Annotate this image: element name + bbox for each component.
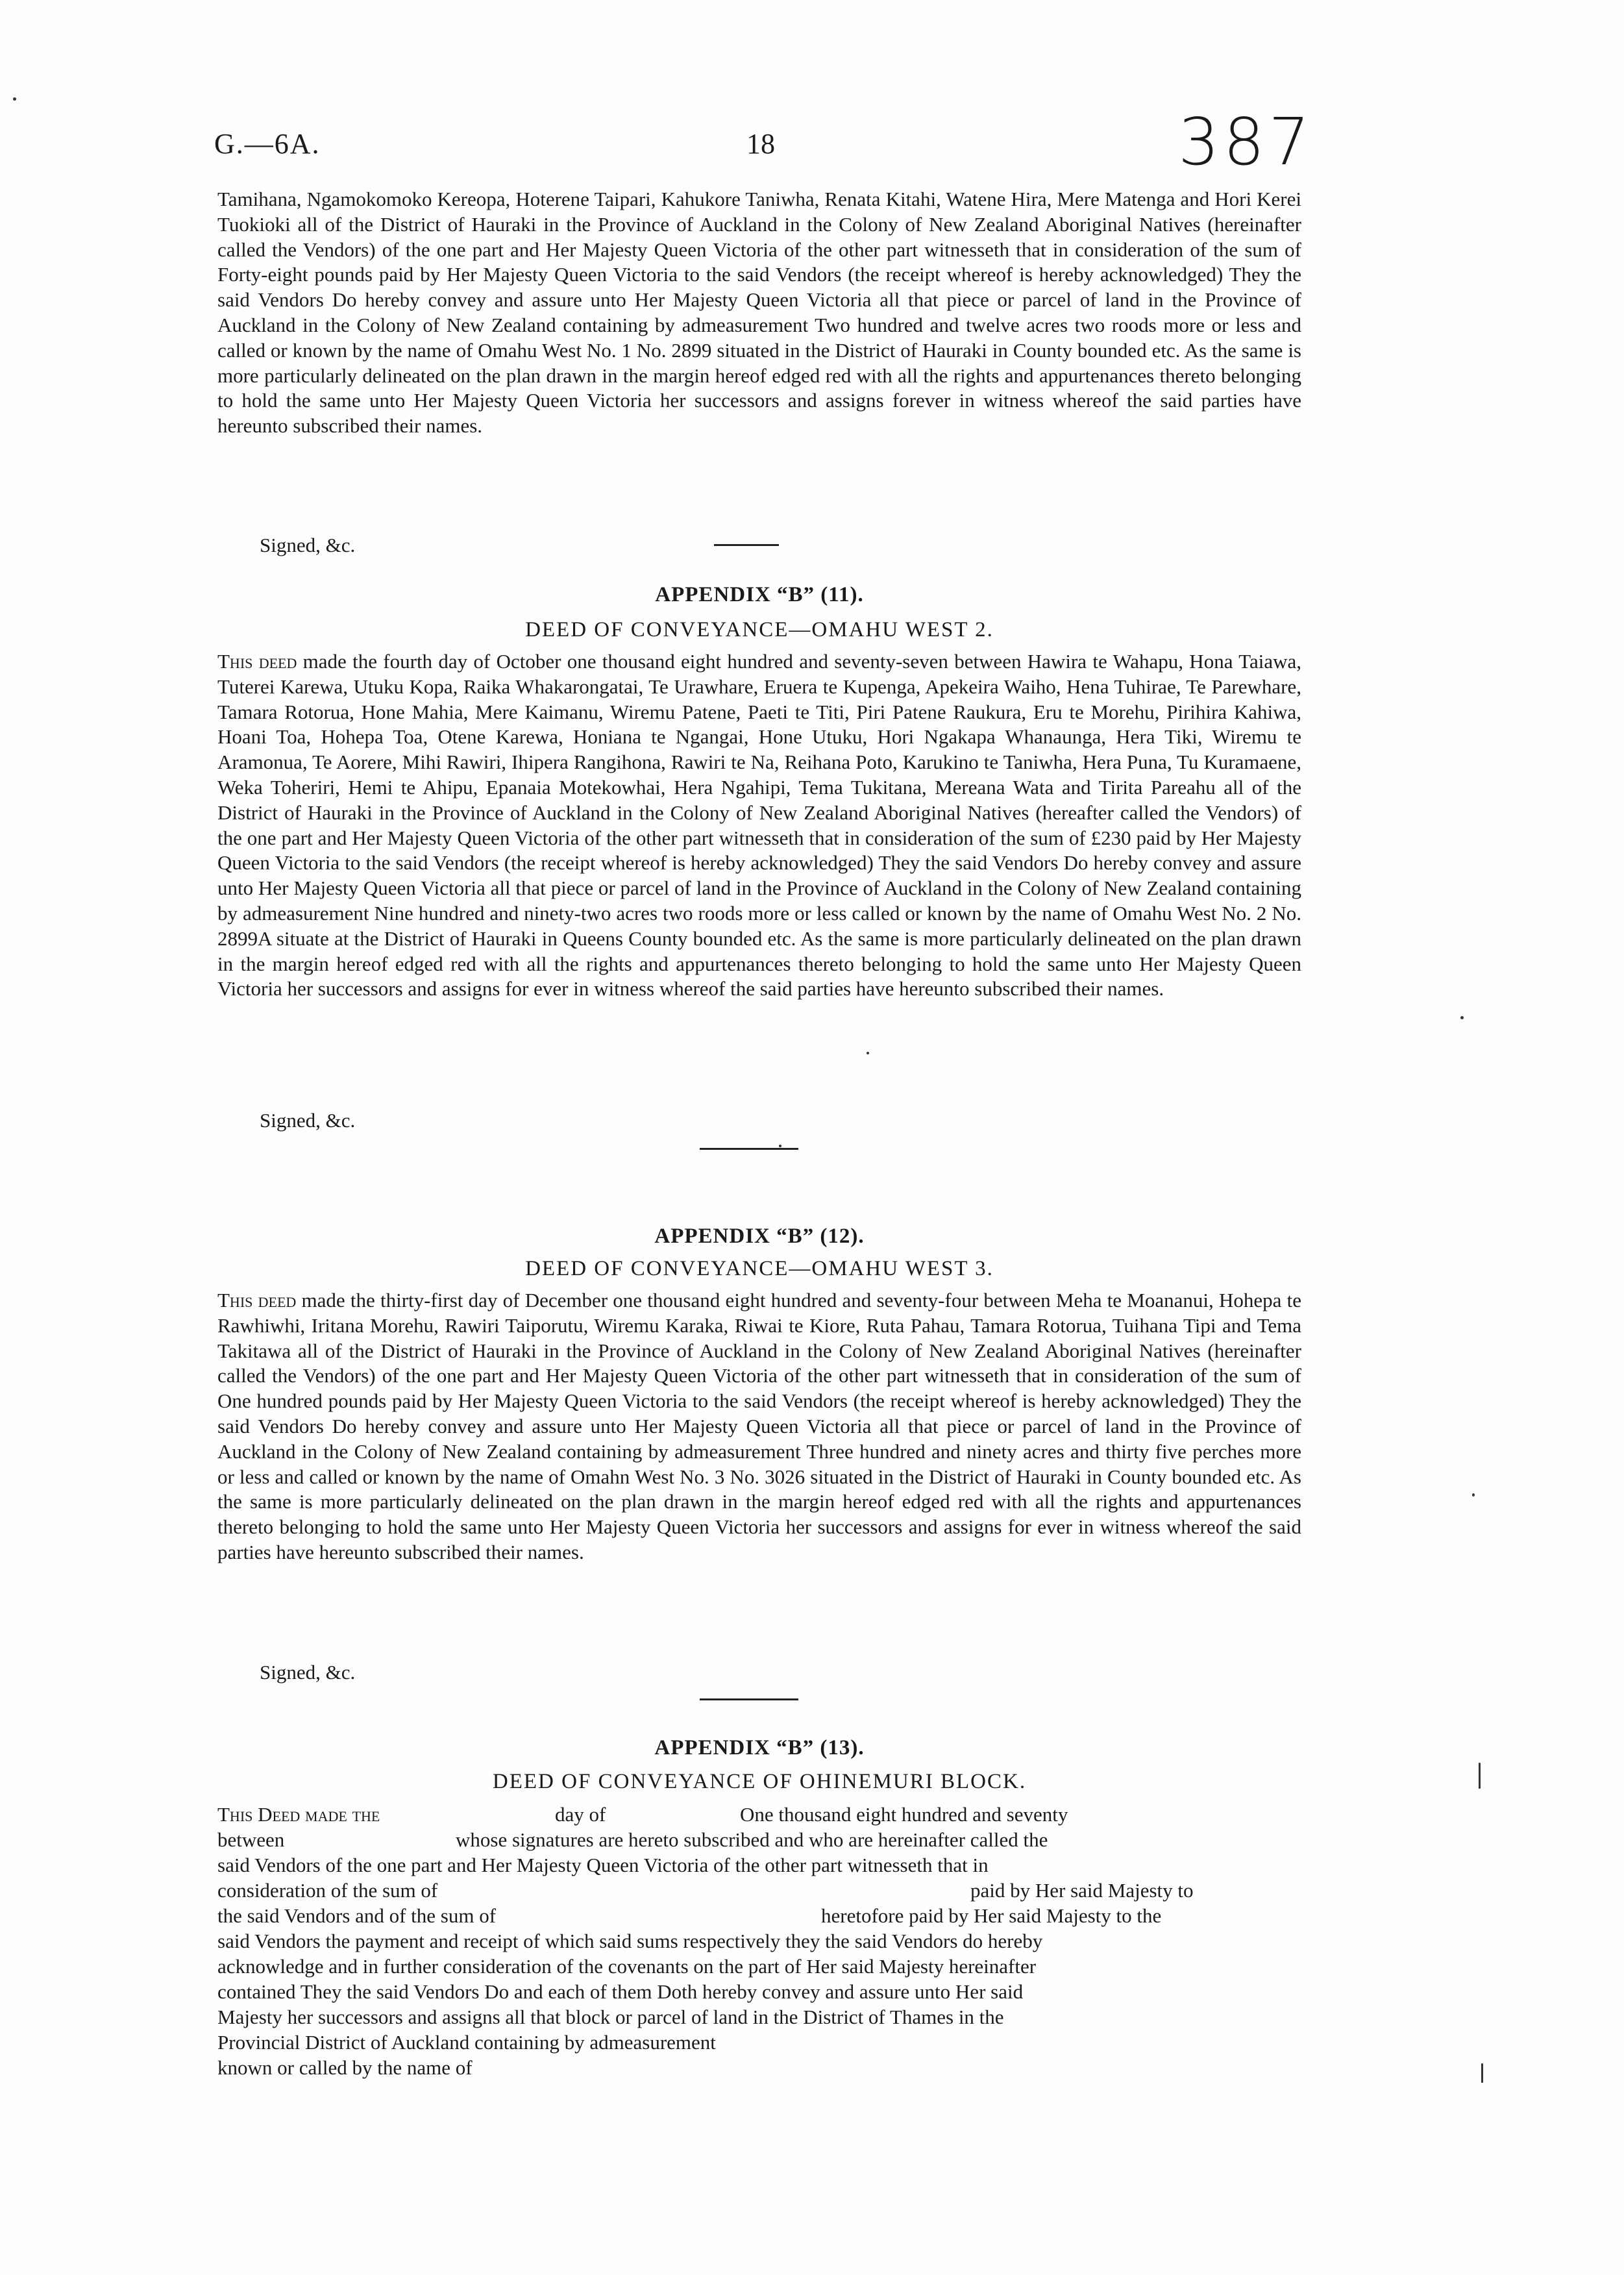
deed-line-text: consideration of the sum of — [217, 1879, 438, 1902]
deed-line-text: known or called by the name of — [217, 2056, 473, 2079]
intro-paragraph: Tamihana, Ngamokomoko Kereopa, Hoterene Taipari, Kahukore Taniwha, Renata Kitahi, Watene Hira, Mere Matenga and Hori Kerei Tuokioki all of the District of Hauraki in the Province of Auckland in the Colony of New Zealand Aboriginal Natives (hereinafter called the Vendors) of the one part and Her Majesty Queen Victoria of the other part witnesseth that in consideration of the sum of Forty-eight pounds paid by Her Majesty Queen Victoria to the said Vendors (the receipt whereof is hereby acknowledged) They the said Vendors Do hereby convey and assure unto Her Majesty Queen Victoria all that piece or parcel of land in the Province of Auckland in the Colony of New Zealand containing by admeasurement Two hundred and twelve acres two roods more or less and called or known by the name of Omahu West No. 1 No. 2899 situated in the District of Hauraki in County bounded etc. As the same is more particularly delineated on the plan drawn in the margin hereof edged red with all the rights and appurtenances thereto belonging to hold the same unto Her Majesty Queen Victoria her successors and assigns forever in witness whereof the said parties have hereunto subscribed their names. — [217, 188, 1301, 438]
scan-speck — [1460, 1016, 1464, 1019]
scan-speck — [13, 97, 16, 101]
page-number-printed: 18 — [746, 128, 775, 160]
deed-line-text: day of — [555, 1803, 606, 1826]
signed-label: Signed, &c. — [260, 1661, 356, 1684]
deed-line-text: This Deed made the — [217, 1803, 380, 1826]
appendix-13-title: DEED OF CONVEYANCE OF OHINEMURI BLOCK. — [492, 1770, 1027, 1793]
appendix-13-heading: APPENDIX “B” (13). — [654, 1736, 865, 1759]
appendix-11-text: made the fourth day of October one thousand eight hundred and seventy-seven between Hawira te Wahapu, Hona Taiawa, Tuterei Karewa, Utuku Kopa, Raika Whakarongatai, Te Urawhare, Eruera te Kupenga, Apekeira Waiho, Hena Tuhirae, Te Parewhare, Tamara Rotorua, Hone Mahia, Mere Kaimanu, Wiremu Patene, Paeti te Titi, Piri Patene Raukura, Eru te Morehu, Pirihira Kahiwa, Hoani Toa, Hohepa Toa, Otene Karewa, Honiana te Ngangai, Hone Utuku, Hori Ngakapa Whanaunga, Hera Tiki, Wiremu te Aramonua, Te Aorere, Mihi Rawiri, Ihipera Rangihona, Rawiri te Na, Reihana Poto, Karukino te Taniwha, Hera Puna, Tu Kuramaene, Weka Toheriri, Hemi te Ahipu, Epanaia Motekowhai, Hera Ngahipi, Tema Tukitana, Mereana Wata and Tirita Pareahu all of the District of Hauraki in the Province of Auckland in the Colony of New Zealand Aboriginal Natives (hereafter called the Vendors) of the one part and Her Majesty Queen Victoria of the other part witnesseth that in consideration of the sum of £230 paid by Her Majesty Queen Victoria to the said Vendors (the receipt whereof is hereby acknowledged) They the said Vendors Do hereby convey and assure unto Her Majesty Queen Victoria all that piece or parcel of land in the Province of Auckland in the Colony of New Zealand containing by admeasurement Nine hundred and ninety-two acres two roods more or less called or known by the name of Omahu West No. 2 No. 2899A situate at the District of Hauraki in Queens County bounded etc. As the same is more particularly delineated on the plan drawn in the margin hereof edged red with all the rights and appurtenances thereto belonging to hold the same unto Her Majesty Queen Victoria her successors and assigns for ever in witness whereof the said parties have hereunto subscribed their names. — [217, 650, 1301, 1001]
deed-line-text: between — [217, 1828, 285, 1851]
appendix-12-heading: APPENDIX “B” (12). — [654, 1225, 865, 1248]
section-divider — [700, 1148, 798, 1150]
appendix-12-title: DEED OF CONVEYANCE—OMAHU WEST 3. — [525, 1257, 994, 1280]
deed-line-text: said Vendors the payment and receipt of which said sums respectively they the said Vendors do hereby — [217, 1930, 1043, 1952]
deed-line-text: Provincial District of Auckland containing by admeasurement — [217, 2031, 716, 2054]
deed-line-text: said Vendors of the one part and Her Majesty Queen Victoria of the other part witnesseth that in — [217, 1854, 989, 1876]
signed-label: Signed, &c. — [260, 1109, 356, 1132]
section-divider — [700, 1698, 798, 1700]
scan-speck — [867, 1052, 869, 1054]
deed-lead: This deed — [217, 650, 297, 673]
deed-line-text: paid by Her said Majesty to — [970, 1879, 1194, 1902]
deed-line-text: Majesty her successors and assigns all that block or parcel of land in the District of Thames in the — [217, 2006, 1004, 2028]
scan-speck — [1472, 1493, 1475, 1497]
deed-line-text: One thousand eight hundred and seventy — [740, 1803, 1068, 1826]
page-number-handwritten: 387 — [1178, 104, 1314, 180]
deed-lead: This deed — [217, 1289, 297, 1312]
deed-line-text: acknowledge and in further consideration of the covenants on the part of Her said Majesty hereinafter — [217, 1955, 1037, 1978]
appendix-12-text: made the thirty-first day of December one thousand eight hundred and seventy-four between Meha te Moananui, Hohepa te Rawhiwhi, Iritana Morehu, Rawiri Taiporutu, Wiremu Karaka, Riwai te Kiore, Ruta Pahau, Tamara Rotorua, Tuihana Tipi and Tema Takitawa all of the District of Hauraki in the Province of Auckland in the Colony of New Zealand Aboriginal Natives (hereinafter called the Vendors) of the one part and Her Majesty Queen Victoria of the other part witnesseth that in consideration of the sum of One hundred pounds paid by Her Majesty Queen Victoria to the said Vendors (the receipt whereof is hereby acknowledged) They the said Vendors Do hereby convey and assure unto Her Majesty Queen Victoria all that piece or parcel of land in the Province of Auckland in the Colony of New Zealand containing by admeasurement Three hundred and ninety acres and thirty five perches more or less and called or known by the name of Omahn West No. 3 No. 3026 situated in the District of Hauraki in County bounded etc. As the same is more particularly delineated on the plan drawn in the margin hereof edged red with all the rights and appurtenances thereto belonging to hold the same unto Her Majesty Queen Victoria her successors and assigns for ever in witness whereof the said parties have hereunto subscribed their names. — [217, 1289, 1301, 1563]
signed-label: Signed, &c. — [260, 534, 356, 556]
scan-speck — [1481, 2063, 1483, 2083]
deed-line-text: the said Vendors and of the sum of — [217, 1904, 497, 1927]
appendix-12-body — [217, 1288, 1301, 1565]
appendix-11-body — [217, 649, 1301, 1002]
section-divider — [714, 544, 779, 546]
deed-line-text: whose signatures are hereto subscribed and who are hereinafter called the — [456, 1828, 1048, 1851]
scan-speck — [779, 1145, 781, 1147]
report-reference: G.—6A. — [214, 128, 321, 160]
scan-speck — [1479, 1763, 1481, 1789]
deed-line-text: contained They the said Vendors Do and each of them Doth hereby convey and assure unto Her said — [217, 1980, 1024, 2003]
appendix-11-title: DEED OF CONVEYANCE—OMAHU WEST 2. — [525, 618, 994, 641]
deed-line-text: heretofore paid by Her said Majesty to the — [821, 1904, 1162, 1927]
appendix-11-heading: APPENDIX “B” (11). — [655, 583, 864, 606]
